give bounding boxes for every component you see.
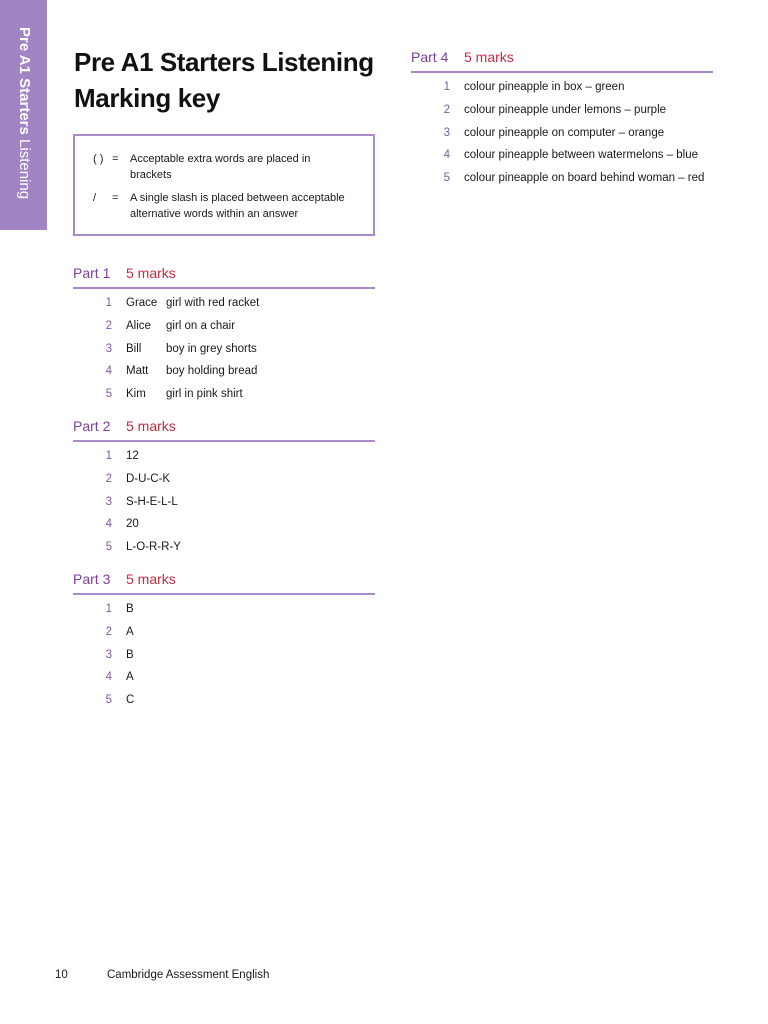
part-3-section	[73, 569, 375, 712]
item-name: Alice	[126, 319, 151, 332]
answer-row	[73, 468, 375, 491]
item-number: 4	[105, 671, 112, 684]
part-label: Part 2	[73, 418, 111, 434]
legend-equals: =	[112, 192, 119, 204]
item-number: 1	[105, 297, 112, 309]
item-answer: 20	[126, 518, 139, 531]
part-2-header	[73, 416, 375, 442]
part-marks: 5 marks	[464, 49, 514, 65]
item-number: 1	[443, 81, 450, 93]
answer-row	[73, 315, 375, 338]
item-answer: C	[126, 694, 135, 706]
answer-row	[73, 598, 375, 621]
answer-row	[73, 513, 375, 536]
answer-row	[73, 536, 375, 559]
part-4-section	[411, 47, 713, 190]
part-label: Part 3	[73, 571, 111, 587]
answer-row	[73, 666, 375, 689]
part-1-header	[73, 263, 375, 289]
answer-row	[73, 360, 375, 383]
item-number: 2	[105, 472, 112, 485]
item-number: 1	[105, 603, 112, 615]
item-number: 1	[105, 450, 112, 462]
legend-equals: =	[112, 153, 119, 165]
item-number: 5	[105, 388, 112, 400]
item-number: 5	[105, 541, 112, 553]
item-name: Bill	[126, 342, 142, 355]
part-3-answers	[73, 595, 375, 712]
item-answer: B	[126, 648, 134, 661]
part-2-section	[73, 416, 375, 559]
item-number: 4	[105, 365, 112, 378]
item-answer: colour pineapple in box – green	[464, 81, 625, 93]
answer-row	[411, 76, 713, 99]
item-number: 4	[105, 518, 112, 531]
item-number: 3	[105, 342, 112, 355]
side-tab-text	[14, 27, 34, 199]
part-marks: 5 marks	[126, 418, 176, 434]
answer-row	[73, 445, 375, 468]
item-number: 2	[105, 625, 112, 638]
answer-row	[73, 338, 375, 361]
item-answer: boy in grey shorts	[166, 342, 257, 355]
answer-row	[73, 621, 375, 644]
answer-row	[73, 292, 375, 315]
side-tab-bold-text: Pre A1 Starters	[16, 27, 33, 135]
item-number: 2	[443, 103, 450, 116]
item-answer: 12	[126, 450, 139, 462]
item-answer: colour pineapple under lemons – purple	[464, 103, 667, 116]
item-number: 5	[443, 172, 450, 184]
part-marks: 5 marks	[126, 265, 176, 281]
answer-row	[73, 644, 375, 667]
item-answer: colour pineapple on board behind woman – red	[464, 172, 705, 184]
page-title	[74, 44, 374, 116]
item-answer: colour pineapple on computer – orange	[464, 126, 665, 139]
page-number: 10	[55, 969, 68, 981]
part-2-answers	[73, 442, 375, 559]
side-tab-light-text: Listening	[16, 139, 33, 200]
publisher-name: Cambridge Assessment English	[107, 969, 270, 981]
item-name: Kim	[126, 388, 146, 400]
item-number: 4	[443, 149, 450, 162]
answer-row	[411, 144, 713, 167]
part-marks: 5 marks	[126, 571, 176, 587]
legend-text: A single slash is placed between acceptable alternative words within an answer	[130, 192, 345, 220]
item-answer: girl in pink shirt	[166, 388, 243, 400]
legend-symbol: /	[93, 192, 97, 204]
part-label: Part 1	[73, 265, 111, 281]
item-number: 3	[105, 648, 112, 661]
item-answer: B	[126, 603, 134, 615]
item-number: 2	[105, 319, 112, 332]
answer-row	[73, 491, 375, 514]
part-1-answers	[73, 289, 375, 406]
part-1-section	[73, 263, 375, 406]
part-label: Part 4	[411, 49, 449, 65]
item-number: 3	[443, 126, 450, 139]
part-4-header	[411, 47, 713, 73]
answer-row	[411, 99, 713, 122]
item-answer: girl with red racket	[166, 297, 260, 309]
answer-row	[73, 383, 375, 406]
item-answer: girl on a chair	[166, 319, 236, 332]
item-answer: colour pineapple between watermelons – blue	[464, 149, 698, 162]
legend-box	[73, 134, 375, 236]
side-tab	[0, 0, 47, 230]
page-title-line-1: Pre A1 Starters Listening	[74, 47, 374, 77]
item-name: Grace	[126, 297, 158, 309]
item-name: Matt	[126, 365, 149, 378]
answer-row	[411, 167, 713, 190]
answer-row	[411, 122, 713, 145]
item-number: 3	[105, 495, 112, 508]
item-answer: boy holding bread	[166, 365, 258, 378]
legend-symbol: ( )	[93, 153, 104, 165]
page-title-line-2: Marking key	[74, 83, 220, 113]
legend-text: Acceptable extra words are placed in brackets	[130, 153, 311, 181]
item-answer: A	[126, 625, 134, 638]
part-4-answers	[411, 73, 713, 190]
item-answer: S-H-E-L-L	[126, 495, 178, 508]
answer-row	[73, 689, 375, 712]
part-3-header	[73, 569, 375, 595]
item-answer: A	[126, 671, 134, 684]
page-footer	[0, 966, 768, 984]
item-number: 5	[105, 694, 112, 706]
item-answer: L-O-R-R-Y	[126, 541, 181, 553]
item-answer: D-U-C-K	[126, 472, 171, 485]
